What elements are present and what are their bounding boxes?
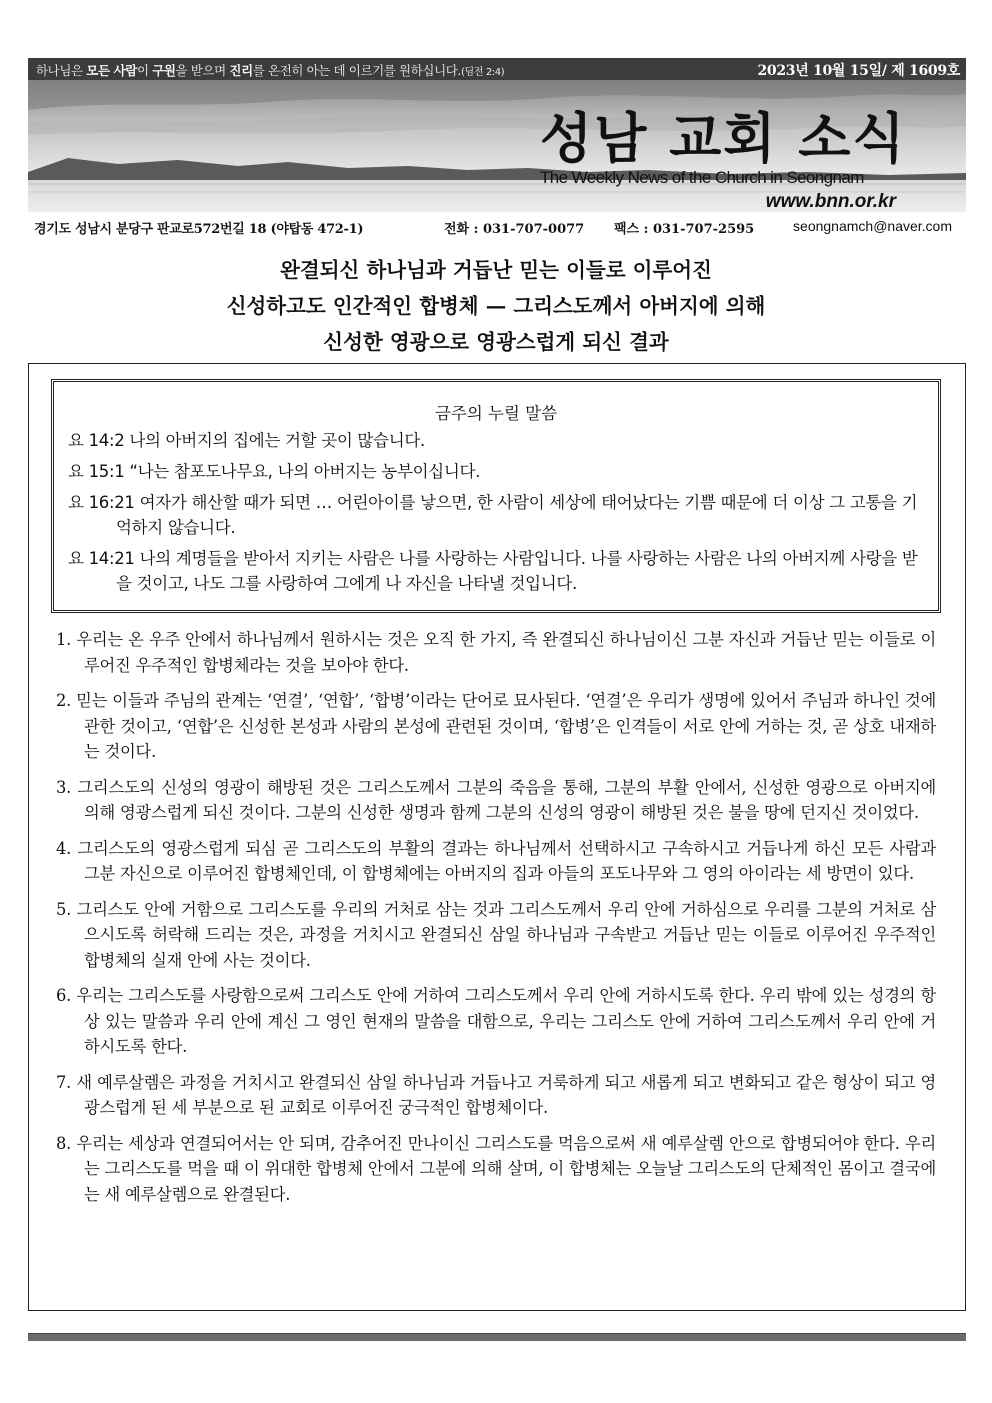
message-outline xyxy=(56,627,936,1217)
motto-emphasis: 구원 xyxy=(152,63,176,78)
message-headline xyxy=(0,252,992,360)
motto-text xyxy=(36,61,504,79)
motto-segment: 을 받으며 xyxy=(175,63,230,78)
newsletter-subtitle: The Weekly News of the Church in Seongnam xyxy=(540,168,864,187)
verse-item: 요 14:2 나의 아버지의 집에는 거할 곳이 많습니다. xyxy=(68,431,425,450)
motto-segment: 하나님은 xyxy=(36,63,87,78)
website-link[interactable]: www.bnn.or.kr xyxy=(765,191,896,212)
footer-rule xyxy=(28,1333,966,1341)
outline-point: 1. 우리는 온 우주 안에서 하나님께서 원하시는 것은 오직 한 가지, 즉 완결되신 하나님이신 그분 자신과 거듭난 믿는 이들로 이루어진 우주적인 합병체라는 것을 보아야 한다. xyxy=(56,630,936,675)
motto-emphasis: 진리 xyxy=(229,63,253,78)
verses-title: 금주의 누릴 말씀 xyxy=(434,404,558,423)
fax-number: 팩스 : 031-707-2595 xyxy=(614,222,755,237)
outline-point: 2. 믿는 이들과 주님의 관계는 ‘연결’, ‘연합’, ‘합병’이라는 단어로 묘사된다. ‘연결’은 우리가 생명에 있어서 주님과 하나인 것에 관한 것이고, ‘연합’은 신성한 본성과 사람의 본성에 관련된 것이며, ‘합병’은 인격들이 서로 안에 거하는 것, 곧 상호 내재하는 것이다. xyxy=(56,691,936,761)
outline-point: 6. 우리는 그리스도를 사랑함으로써 그리스도 안에 거하여 그리스도께서 우리 안에 거하시도록 한다. 우리 밖에 있는 성경의 항상 있는 말씀과 우리 안에 계신 그 영인 현재의 말씀을 대함으로, 우리는 그리스도 안에 거하여 그리스도께서 우리 안에 거하시도록 한다. xyxy=(56,986,936,1056)
motto-segment: 를 온전히 아는 데 이르기를 원하십니다. xyxy=(252,63,462,78)
newsletter-title: 성남 교회 소식 xyxy=(540,107,907,170)
weekly-verses-box xyxy=(51,379,941,613)
verse-item: 요 15:1 “나는 참포도나무요, 나의 아버지는 농부이십니다. xyxy=(68,462,481,481)
outline-point: 4. 그리스도의 영광스럽게 되심 곧 그리스도의 부활의 결과는 하나님께서 선택하시고 구속하시고 거듭나게 하신 모든 사람과 그분 자신으로 이루어진 합병체인데, 이 합병체에는 아버지의 집과 아들의 포도나무와 그 영의 아이라는 세 방면이 있다. xyxy=(56,838,936,883)
verse-list xyxy=(68,428,932,602)
verse-item: 요 14:21 나의 계명들을 받아서 지키는 사람은 나를 사랑하는 사람입니다. 나를 사랑하는 사람은 나의 아버지께 사랑을 받을 것이고, 나도 그를 사랑하여 그에게 나 자신을 나타낼 것입니다. xyxy=(68,549,918,593)
church-address: 경기도 성남시 분당구 판교로572번길 18 (야탑동 472-1) xyxy=(34,222,364,237)
masthead-banner xyxy=(28,80,966,212)
headline-line: 신성하고도 인간적인 합병체 — 그리스도께서 아버지에 의해 xyxy=(226,294,766,318)
email-address[interactable]: seongnamch@naver.com xyxy=(793,218,952,234)
contact-line xyxy=(28,218,966,238)
motto-segment: 이 xyxy=(136,63,153,78)
outline-point: 3. 그리스도의 신성의 영광이 해방된 것은 그리스도께서 그분의 죽음을 통해, 그분의 부활 안에서, 신성한 영광으로 아버지에 의해 영광스럽게 되신 것이다. 그분의 신성한 생명과 함께 그분의 신성의 영광이 해방된 것은 불을 땅에 던지신 것이었다. xyxy=(56,777,936,822)
headline-line: 신성한 영광으로 영광스럽게 되신 결과 xyxy=(323,330,669,354)
phone-number: 전화 : 031-707-0077 xyxy=(444,222,585,237)
outline-point: 8. 우리는 세상과 연결되어서는 안 되며, 감추어진 만나이신 그리스도를 먹음으로써 새 예루살렘 안으로 합병되어야 한다. 우리는 그리스도를 먹을 때 이 위대한 합병체 안에서 그분에 의해 살며, 이 합병체는 오늘날 그리스도의 단체적인 몸이고 결국에는 새 예루살렘으로 완결된다. xyxy=(56,1133,936,1204)
motto-reference: (딤전 2:4) xyxy=(461,67,505,78)
motto-parts xyxy=(36,63,461,78)
motto-emphasis: 모든 사람 xyxy=(86,63,137,78)
verse-item: 요 16:21 여자가 해산할 때가 되면 … 어린아이를 낳으면, 한 사람이 세상에 태어났다는 기쁨 때문에 더 이상 그 고통을 기억하지 않습니다. xyxy=(68,493,918,537)
top-motto-bar xyxy=(28,58,966,80)
outline-point: 7. 새 예루살렘은 과정을 거치시고 완결되신 삼일 하나님과 거듭나고 거룩하게 되고 새롭게 되고 변화되고 같은 형상이 되고 영광스럽게 된 세 부분으로 된 교회로 이루어진 궁극적인 합병체이다. xyxy=(56,1072,936,1117)
issue-date-number: 2023년 10월 15일/ 제 1609호 xyxy=(757,63,960,79)
headline-line: 완결되신 하나님과 거듭난 믿는 이들로 이루어진 xyxy=(280,258,712,282)
outline-point: 5. 그리스도 안에 거함으로 그리스도를 우리의 거처로 삼는 것과 그리스도께서 우리 안에 거하심으로 우리를 그분의 거처로 삼으시도록 허락해 드리는 것은, 과정을 거치시고 완결되신 삼일 하나님과 구속받고 거듭난 믿는 이들로 이루어진 우주적인 합병체의 실재 안에 사는 것이다. xyxy=(56,899,936,970)
